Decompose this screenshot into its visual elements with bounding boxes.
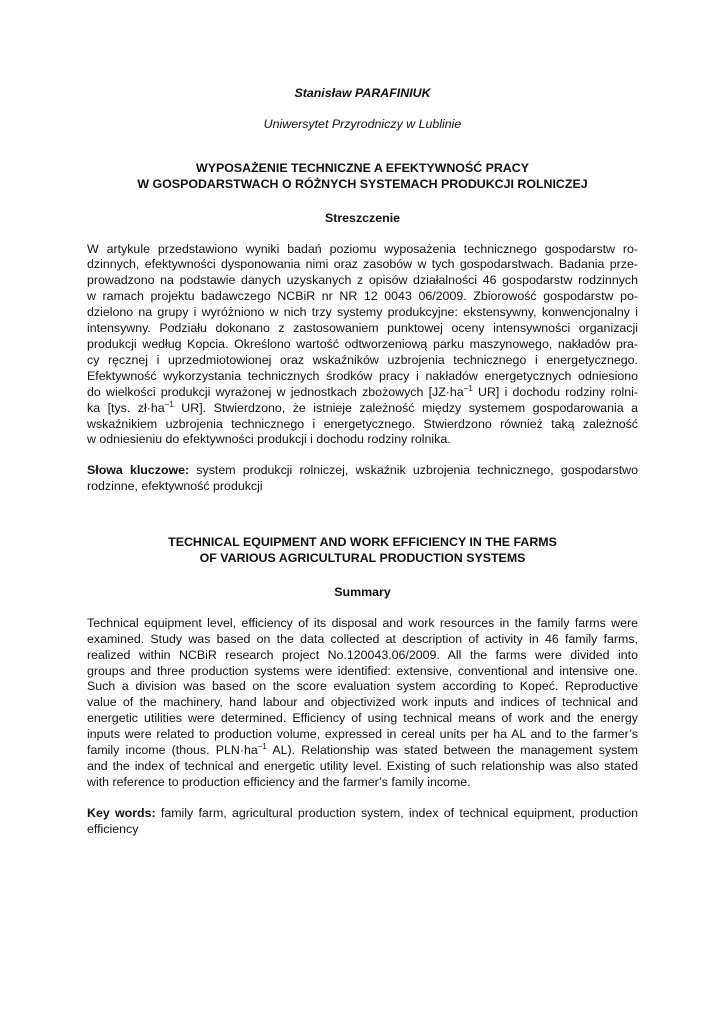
abstract-english-text-segment: AL). Relationship was stated between the management system xyxy=(266,743,638,758)
abstract-polish-text-segment: do wielkości produkcji wyrażonej w jednostkach zbożowych [JZ·ha xyxy=(87,384,464,399)
abstract-polish-line xyxy=(87,401,638,417)
title-polish-line-2: W GOSPODARSTWACH O RÓŻNYCH SYSTEMACH PRODUKCJI ROLNICZEJ xyxy=(137,176,588,191)
superscript: −1 xyxy=(164,399,174,409)
title-english-line-2: OF VARIOUS AGRICULTURAL PRODUCTION SYSTEMS xyxy=(199,551,526,566)
keywords-english-line: efficiency xyxy=(87,821,139,836)
keywords-polish-line xyxy=(87,463,638,479)
abstract-english-line: inputs were related to production volume, expressed in cereal units per ha AL and to the farmer’s xyxy=(87,727,638,742)
author-affiliation: Uniwersytet Przyrodniczy w Lublinie xyxy=(263,116,462,131)
abstract-polish-text-segment: UR]. Stwierdzono, że istnieje zależność między systemem gospodarowania a xyxy=(173,400,639,415)
abstract-english-text xyxy=(87,616,638,791)
keywords-english-line xyxy=(87,806,638,822)
author-name: Stanisław PARAFINIUK xyxy=(294,86,431,100)
keywords-polish xyxy=(87,463,638,495)
paper-page xyxy=(87,86,638,838)
superscript: −1 xyxy=(463,383,473,393)
abstract-polish-line: Efektywność wykorzystania technicznych środków pracy i nakładów energetycznych odniesiono xyxy=(87,368,638,383)
abstract-english-line: Technical equipment level, efficiency of its disposal and work resources in the family farms were xyxy=(87,615,638,630)
abstract-polish-line xyxy=(87,385,638,401)
abstract-polish-text-segment: UR] i dochodu rodziny rolni- xyxy=(472,384,638,399)
abstract-english-line: and the index of technical and energetic utility level. Existing of such relationship was also stated xyxy=(87,759,638,773)
abstract-polish-line: w ramach projektu badawczego NCBiR nr NR 12 0043 06/2009. Zbiorowość gospodarstw po- xyxy=(87,289,638,304)
abstract-english-line: examined. Study was based on the data collected at description of activity in 46 family farms, xyxy=(87,631,638,646)
title-polish xyxy=(87,161,638,193)
keywords-english xyxy=(87,806,638,838)
title-polish-line-1: WYPOSAŻENIE TECHNICZNE A EFEKTYWNOŚĆ PRACY xyxy=(196,160,529,175)
abstract-polish-line: w odniesieniu do efektywności produkcji i dochodu rodziny rolnika. xyxy=(87,432,451,447)
keywords-english-values: family farm, agricultural production system, index of technical equipment, production xyxy=(155,805,638,820)
abstract-polish-line: wskaźnikiem uzbrojenia technicznego i energetycznego. Stwierdzono również taką zależność xyxy=(87,416,638,431)
abstract-polish-line: dzielono na grupy i wyróżniono w nich trzy systemy produkcyjne: ekstensywny, konwencjonalny i xyxy=(87,305,638,320)
abstract-english-line: Such a division was based on the score evaluation system according to Kopeć. Reproductive xyxy=(87,679,638,694)
abstract-english-line: groups and three production systems were identified: extensive, conventional and intensive one. xyxy=(87,663,638,678)
abstract-polish-heading: Streszczenie xyxy=(324,210,401,225)
abstract-polish-text xyxy=(87,242,638,449)
abstract-english-heading: Summary xyxy=(334,584,391,599)
keywords-polish-label: Słowa kluczowe: xyxy=(87,463,190,478)
abstract-english-line: realized within NCBiR research project No.120043.06/2009. All the farms were divided into xyxy=(87,647,638,662)
abstract-english-line xyxy=(87,743,638,759)
abstract-english-line: with reference to production efficiency and the farmer’s family income. xyxy=(87,774,471,789)
keywords-polish-values: system produkcji rolniczej, wskaźnik uzbrojenia technicznego, gospodarstwo xyxy=(189,463,638,478)
superscript: −1 xyxy=(257,742,267,752)
keywords-english-label: Key words: xyxy=(87,805,156,820)
abstract-polish-line: cy ręcznej i uprzedmiotowionej oraz wskaźników uzbrojenia technicznego i energetycznego. xyxy=(87,352,638,367)
abstract-polish-line: dzinnych, efektywności dysponowania nimi oraz zasobów w tych gospodarstwach. Badania prze- xyxy=(87,257,638,272)
title-english-line-1: TECHNICAL EQUIPMENT AND WORK EFFICIENCY IN THE FARMS xyxy=(168,535,557,550)
abstract-polish-line: produkcji według Kopcia. Określono wartość odtworzeniową parku maszynowego, nakładów pra- xyxy=(87,336,638,351)
title-english xyxy=(87,535,638,567)
abstract-polish-line: prowadzono na podstawie danych uzyskanych z opisów działalności 46 gospodarstw rodzinnych xyxy=(87,273,638,288)
abstract-polish-text-segment: ka [tys. zł·ha xyxy=(87,400,165,415)
abstract-english-line: energetic utilities were determined. Efficiency of using technical means of work and the energy xyxy=(87,711,638,726)
keywords-polish-line: rodzinne, efektywność produkcji xyxy=(87,479,263,494)
abstract-polish-line: intensywny. Podziału dokonano z zastosowaniem punktowej oceny intensywności organizacji xyxy=(87,321,638,336)
abstract-polish-line: W artykule przedstawiono wyniki badań poziomu wyposażenia technicznego gospodarstw ro- xyxy=(87,241,638,256)
abstract-english-text-segment: family income (thous. PLN·ha xyxy=(87,743,258,758)
abstract-english-line: value of the machinery, hand labour and objectivized work inputs and indices of technical and xyxy=(87,695,638,710)
